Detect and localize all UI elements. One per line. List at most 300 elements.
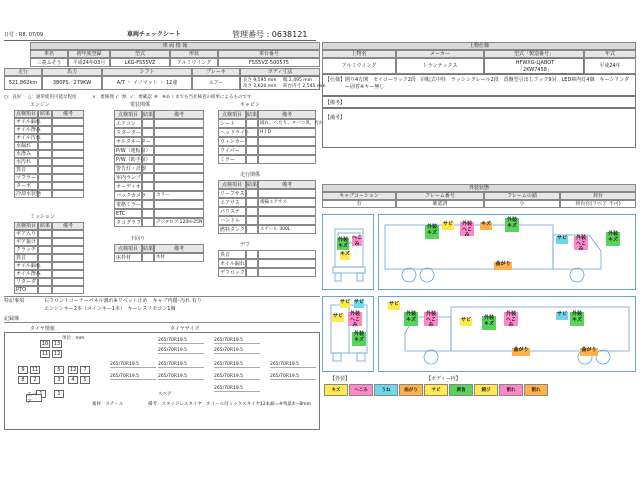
drive-item-result [246,207,258,216]
electrical-item-result [142,182,154,191]
diff-item-result [246,268,258,277]
drive-item-note: 後輪エアサス [258,198,316,207]
electrical-item-note [154,173,204,182]
engine-item-note [52,150,84,158]
mission-item-note [52,270,84,278]
equipment-note-label: 【備考】 [325,100,346,106]
damage-side-right-saibi: サビ [388,302,400,310]
sheet-title: 車両チェックシート [127,31,181,38]
damage-front-kizu: キズ [340,252,350,260]
body-inner-legend-title: 【ボディー内】 [426,376,461,382]
drive-col-result: 結果 [247,181,258,188]
electrical-title: 電装関係 [130,102,151,108]
damage-side-right-gaisou-kizu2: 外装 キズ [482,316,496,330]
engine-item-note [52,118,84,126]
engine-item-result [38,182,52,190]
notes-rule-bottom [4,322,320,323]
mission-item-label: クラッチ [14,246,38,254]
engine-item-note [52,174,84,182]
underbody-item-note: 木材 [154,253,204,262]
tire-size-entry: 265/70R19.5 [158,362,204,368]
damage-side-left-magari: 曲がり [494,262,512,270]
drive-item-result [246,225,258,234]
equipment-value-maker: トランテックス [396,58,484,74]
electrical-item-label: オルタネーター [116,138,151,145]
electrical-item-result [142,155,154,164]
electrical-item-label: タコグラフ [116,219,142,226]
equipment-spec-text: 開り4方開 セイコーラック2段 回転式中柱 ラッシングレール2段 爲盤型引出しフック9対 LED庫内灯4個 キーシリンダー固着※キー無し [345,77,630,91]
info-header-name: 車名 [30,50,68,58]
cabin-col-note: 備考 [258,110,316,119]
underbody-title: 下回り [130,236,146,242]
cabin-table [218,110,324,166]
tire-unit: 単位：mm [62,336,85,341]
electrical-item-note [154,119,204,128]
cabin-item-result [246,146,258,155]
cabin-item-result [246,128,258,137]
equipment-note-box [322,96,636,108]
exterior-value-bed: 荷台有(リベア 不可) [560,200,636,208]
header-rule [4,40,316,41]
drive-table [218,180,316,236]
tire-info-title: タイヤ情報 [30,326,55,332]
mission-item-result [38,286,52,294]
info-header-model: 型式 [110,50,170,58]
diff-item-result [246,259,258,268]
electrical-item-label: 室内ランプ [116,174,142,181]
exterior-value-frame: 確認済 [396,200,484,208]
equipment-value-model: HFWXG-LJABOT [515,60,555,66]
drive-item-label: リーフサス [220,190,245,197]
cabin-item-result [246,155,258,164]
cabin-item-label: ヘッドライト [220,129,250,136]
electrical-item-note [154,209,204,218]
legend-remark: ※：※あくまでも当社検査の結果によるものです [154,95,252,100]
mission-item-result [38,254,52,262]
drive-item-label: 燃料タンク [220,226,245,233]
info-header-reg: 初年度登録 [68,50,110,58]
legend-ok: ○：良好 [4,95,22,100]
side-view-right-outline-icon [379,297,637,373]
damage-legend-item: 曲がり [399,384,423,396]
management-number: 管理番号 : 0638121 [232,30,308,39]
engine-item-label: オイル汚れ [16,135,41,141]
spec-value-shift: A/T ・ イノマット ・ 12速 [102,76,192,90]
exterior-header-frame: フレーム番号 [396,192,484,200]
tire-size-entry: 265/70R19.5 [214,362,260,368]
body-length: 長さ 9,595 mm [243,78,277,83]
damage-front-hekomi: へこみ [352,235,363,247]
mission-item-note [52,286,84,294]
damage-legend-item: 割れ [499,384,523,396]
exterior-value-caution: 有 [322,200,396,208]
drive-title: 走行関係 [240,172,261,178]
rear-view-outline-icon [323,297,375,373]
notes-line-1: 右フロントコーナーパネル割れ※リベット止め キャブ内傷･汚れ 有り [44,298,202,304]
electrical-item-note: カラー [154,191,204,200]
tire-size-entry: 265/70R19.5 [158,374,204,380]
cabin-item-result [246,119,258,128]
equipment-header-year: 年式 [584,50,636,58]
mission-item-note [52,262,84,270]
mission-col-item: 点検項目 [15,223,36,229]
equipment-spec-label: 【仕様】 [325,77,346,83]
spec-header-body: ボディ寸法 [240,68,320,76]
tire-position-box: 1 [54,390,64,398]
diff-table [218,250,316,286]
tire-position-box: 12 [53,351,61,357]
engine-item-label: 水漏れ [14,142,38,150]
drive-item-result [246,189,258,198]
exterior-title: 外装状態 [322,184,636,192]
damage-legend-item: 割れ [524,384,548,396]
electrical-item-note [154,146,204,155]
electrical-item-note [154,137,204,146]
body-width: 幅 2,495 mm [283,78,313,83]
damage-side-left-gaisou3: 外装 キズ [606,232,620,246]
damage-front-gaisou-kizu: 外装 キズ [337,237,348,249]
electrical-item-note [154,164,204,173]
exterior-value-rust: 小 [484,200,560,208]
damage-side-left-gaisou-hekomi: 外装 へこみ [461,221,472,238]
mission-table [14,222,84,294]
tire-size-entry: 265/70R19.5 [214,374,260,380]
engine-item-result [38,118,52,126]
tire-size-entry: 265/70R19.5 [270,362,316,368]
underbody-table [114,244,204,262]
electrical-item-result [142,164,154,173]
engine-col-item: 点検項目 [15,111,36,117]
drive-item-note [258,216,316,225]
damage-legend-item: 錆び [474,384,498,396]
tire-position-box: 7 [80,366,90,374]
cabin-item-note [258,155,316,164]
tire-size-title: タイヤサイズ [170,326,200,332]
drive-col-item: 点検項目 [218,180,246,189]
tire-size-entry: 265/70R19.5 [110,374,156,380]
electrical-item-label: 警告灯・計器 [116,165,147,172]
spec-header-mileage: 走行 [4,68,42,76]
info-header-chassis: 車台番号 [218,50,320,58]
damage-legend-item: へこみ [349,384,373,396]
tire-size-entry: 265/70R19.5 [158,348,204,354]
tire-spare-size: スペア [158,392,172,397]
body-height: 高さ 2,620 mm [243,84,277,89]
engine-title: エンジン [30,102,50,108]
tire-position-box: 2 [30,376,40,384]
equipment-value-year: 平成24年 [584,58,636,74]
tire-size-entry: 265/70R19.5 [270,374,316,380]
cabin-item-label: シート [218,119,246,128]
equipment-value-name: アルミウイング [322,58,396,74]
info-value-chassis: FS55VZ-500575 [218,58,320,67]
engine-item-label: ターボ [14,182,38,190]
damage-side-right-gaisou-kizu: 外装 キズ [404,312,418,326]
drive-item-label: パワステ [218,207,246,216]
damage-side-right-gaisou-hekomi: 外装 へこみ [425,311,436,328]
spec-value-mileage: 521,862km [4,76,42,90]
engine-item-result [38,142,52,150]
electrical-item-result [142,191,154,200]
mission-col-result: 結果 [39,223,50,229]
mission-item-label: オイル漏れ [16,263,41,269]
electrical-item-label: P/W（助手席） [116,156,151,163]
electrical-item-label: バックカメラ [116,192,147,199]
underbody-col-note: 備考 [154,244,204,253]
drive-item-label: エアサス [218,198,246,207]
diff-item-note [258,250,316,259]
electrical-item-note [154,182,204,191]
damage-side-left-gaisou2: 外装 キズ [505,218,519,232]
damage-legend-item: キズ [324,384,348,396]
electrical-item-label: エアコン [114,119,142,128]
damage-side-right-magari: 曲がり [512,348,530,356]
engine-item-result [38,174,52,182]
damage-side-left-kizu: キズ [480,222,492,230]
legend-check: ✓：要確認 [130,95,152,100]
electrical-item-note: デジタログ 120H-25N [154,218,204,227]
equipment-value-model-box [484,58,584,74]
notes-rule-top [4,296,320,297]
cabin-title: キャビン [240,102,261,108]
tire-position-box: 11 [41,351,49,357]
tire-size-entry: 265/70R19.5 [214,338,260,344]
diff-item-note [258,259,316,268]
mission-item-note [52,238,84,246]
mission-item-note [52,230,84,238]
notes-line-2: エンジンキー2本（メインキー1本） キーレスリモコン1個 [44,306,176,312]
cabin-col-item: 点検項目 [218,110,246,119]
record-book-label: 記録簿 [4,316,20,322]
engine-item-result [38,158,52,166]
legend-bad: ×：要修理 [92,95,114,100]
cabin-item-note [258,137,316,146]
engine-item-result [38,166,52,174]
electrical-item-result [142,146,154,155]
tire-size-entry: 265/70R19.5 [214,348,260,354]
mission-item-result [38,262,52,270]
electrical-item-label: スターター [116,129,142,136]
engine-item-result [38,190,52,198]
spec-header-brake: ブレーキ [192,68,240,76]
engine-item-label: マフラー [16,175,37,181]
damage-rear-saibi3: サビ [332,314,344,322]
equipment-header-model: 型式「製造番号」 [484,50,584,58]
date-text: 日付 : R8. 07/09 [4,32,44,38]
electrical-col-note: 備考 [154,110,204,119]
diff-item-label: 異音 [218,250,246,259]
tire-layout [10,340,100,430]
mission-title: ミッション [30,214,55,220]
legend-note: △：通常使用可能な程度 [28,95,77,100]
mission-item-label: ギア抜け [16,239,37,245]
engine-item-note [52,142,84,150]
engine-col-result: 結果 [39,111,50,117]
electrical-item-label: オーディオ [116,183,141,190]
engine-item-result [38,134,52,142]
damage-legend-item: うね [374,384,398,396]
mission-item-result [38,238,52,246]
mission-item-note [52,254,84,262]
spec-header-power: 馬力 [42,68,102,76]
underbody-item-result [142,253,154,262]
engine-item-label: 冷却水状態 [16,191,42,197]
mission-item-label: ギア入り [16,231,37,237]
engine-col-note: 備考 [52,110,84,118]
engine-item-result [38,150,52,158]
tire-material: 素材：スチール [92,402,124,407]
spec-value-power: 380PS／279KW [42,76,102,90]
cabin-item-note: H I D [258,128,316,137]
cabin-item-note [258,146,316,155]
underbody-col-result: 結果 [143,245,154,252]
equipment-note2-box [322,108,636,148]
damage-side-right-gaisou-hekomi2: 外装 へこみ [505,311,516,328]
diff-item-label: デフロック [220,269,245,276]
damage-side-right-magari2: 曲がり [580,348,598,356]
engine-item-note [52,190,84,198]
cabin-item-label: ウィンカー [220,138,245,145]
electrical-col-item: 点検項目 [114,110,142,119]
notes-label: 特記事項 [4,298,25,304]
tire-size-entry: 265/70R19.5 [214,386,260,392]
engine-item-note [52,182,84,190]
damage-side-left-gaisou-hekomi2: 外装 へこみ [575,235,586,252]
tire-position-box: 8 [18,376,28,384]
damage-rear-saibi2: サビ [354,300,364,308]
mission-item-label: 異音 [14,254,38,262]
tire-position-box: 12 [69,367,77,373]
tire-size-entry: 265/70R19.5 [158,338,204,344]
tire-size-entry: 265/70R19.5 [110,362,156,368]
engine-item-label: オイル漏れ [16,119,41,125]
equipment-serial: 「2KW7458」 [518,67,552,73]
vehicle-info-title: 車 両 情 報 [30,42,320,50]
electrical-item-result [142,137,154,146]
legend-none: /：無 [116,95,127,100]
drive-item-note [258,189,316,198]
electrical-item-note [154,155,204,164]
electrical-item-result [142,119,154,128]
tire-position-box: 13 [53,341,61,347]
tire-spare-box: スペア [26,394,42,402]
info-value-name: 三菱ふそう [30,58,68,67]
drive-col-note: 備考 [258,180,316,189]
electrical-table [114,110,204,226]
tire-position-box: 5 [80,376,90,384]
damage-rear-gaisou-kizu: 外装 キズ [352,332,366,346]
damage-side-right-saibi2: サビ [460,318,472,326]
cabin-col-result: 結果 [247,111,258,118]
damage-side-right-gaisou-kizu3: 外装 キズ [570,312,584,326]
exterior-header-caution: キャブコーション [322,192,396,200]
underbody-item-label: 床枠材 [114,253,142,262]
damage-rear-saibi: サビ [340,300,350,308]
engine-item-note [52,134,84,142]
equipment-note2-label: 【備考】 [325,115,346,121]
damage-rear-gaisou-hekomi: 外装 へこみ [349,311,360,328]
mission-item-note [52,278,84,286]
exterior-header-rust: フレームの錆 [484,192,560,200]
cabin-item-label: ミラー [218,155,246,164]
info-header-shape: 形状 [170,50,218,58]
diff-item-result [246,250,258,259]
engine-table [14,110,84,208]
cabin-item-result [246,137,258,146]
tire-size-list [100,334,320,404]
mission-item-label: オイル滲み [16,271,41,277]
electrical-item-note [154,128,204,137]
damage-legend-item: サビ [424,384,448,396]
cabin-item-label: ワイパー [218,146,246,155]
truck-side-view-right [378,296,636,372]
mission-item-result [38,278,52,286]
damage-legend-item: 腐食 [449,384,473,396]
spec-value-brake: エアー [192,76,240,90]
tire-position-box: 3 [54,376,64,384]
electrical-item-label: P/W（運転席） [116,147,151,154]
electrical-item-note [154,200,204,209]
mission-item-label: リターダ [16,279,37,285]
mission-item-note [52,246,84,254]
mission-item-label: PTO [14,286,38,294]
mission-item-result [38,270,52,278]
diff-item-label: オイル漏れ [220,260,245,267]
tire-position-box: 11 [31,367,39,373]
tire-position-box: 4 [68,376,78,384]
equipment-header-name: 上物名 [322,50,396,58]
electrical-col-result: 結果 [143,111,154,118]
engine-item-label: 異音 [14,166,38,174]
engine-item-note [52,126,84,134]
tire-position-box: 9 [18,366,28,374]
damage-side-left-saibi2: サビ [556,236,568,244]
damage-side-left-saibi: サビ [442,222,454,230]
info-value-reg: 平成24年03月 [68,58,110,67]
tire-position-box: 5 [54,366,64,374]
electrical-item-result [142,200,154,209]
damage-legend-title: 【外装】 [330,376,351,382]
cabin-item-note: 破れ、へたり、タバコ臭、汚れ [258,119,316,128]
drive-item-label: ハンドル [218,216,246,225]
diff-item-note [258,268,316,277]
engine-item-label: オイル滲み [16,127,41,133]
info-value-shape: アルミウイング [170,58,218,67]
electrical-item-result [142,218,154,227]
electrical-item-result [142,209,154,218]
exterior-header-bed: 荷台 [560,192,636,200]
engine-item-note [52,166,84,174]
tire-memo: 備考：スタッドレスタイヤ ホイール付ミックスタイヤ12本揃っ※残量4～8mm [148,402,311,407]
electrical-item-label: 電格ミラー [116,201,142,208]
engine-item-label: 水汚れ [14,158,38,166]
damage-side-left-gaisou: 外装 キズ [425,225,439,239]
drive-item-result [246,198,258,207]
mission-item-result [38,246,52,254]
drive-item-note: スチール 300L [258,225,316,234]
engine-item-label: 水滲み [14,150,38,158]
damage-legend-row [324,384,554,398]
engine-item-note [52,158,84,166]
drive-item-note [258,207,316,216]
engine-item-result [38,126,52,134]
underbody-col-item: 点検項目 [114,244,142,253]
mission-col-note: 備考 [52,222,84,230]
body-dimension-box [240,76,326,90]
equipment-title: 上物仕様 [322,42,636,50]
info-value-model: LKG-FS55VZ [110,58,170,67]
tire-position-box: 10 [41,341,49,347]
